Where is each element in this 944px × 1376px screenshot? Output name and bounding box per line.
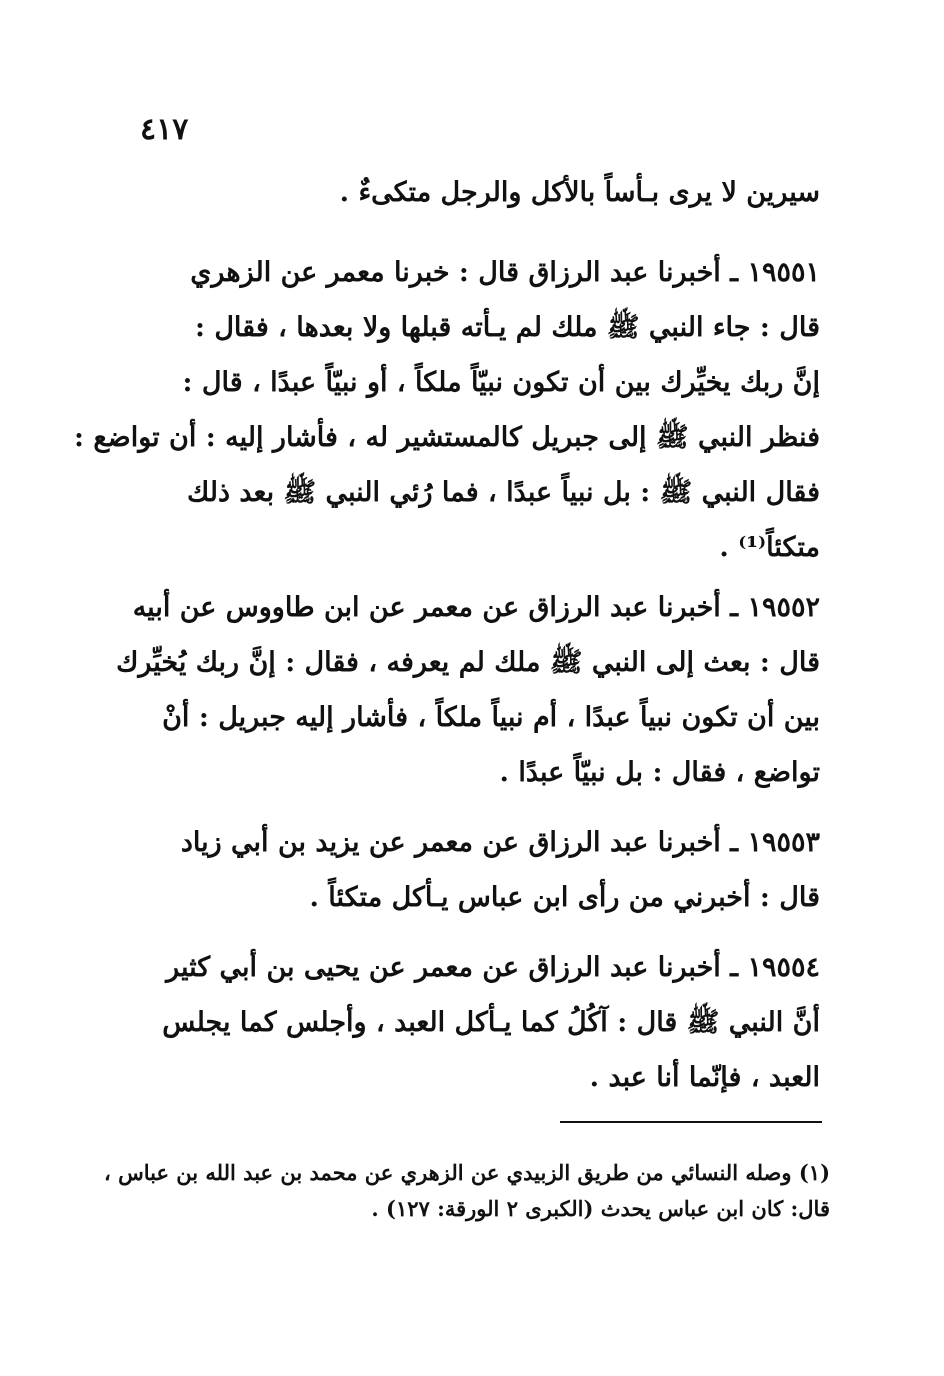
- text-line: قال : أخبرني من رأى ابن عباس يـأكل متكئاً .: [309, 882, 820, 913]
- text-line: ١٩٥٥١ ـ أخبرنا عبد الرزاق قال : خبرنا معمر عن الزهري: [190, 257, 820, 288]
- footnote-line: قال: كان ابن عباس يحدث (الكبرى ٢ الورقة: ١٢٧) .: [371, 1196, 830, 1221]
- text-line: فنظر النبي ﷺ إلى جبريل كالمستشير له ، فأشار إليه : أن تواضع :: [74, 422, 820, 453]
- text-line: تواضع ، فقال : بل نبيّاً عبدًا .: [499, 757, 820, 788]
- text-line: ١٩٥٥٤ ـ أخبرنا عبد الرزاق عن معمر عن يحيى بن أبي كثير: [166, 952, 820, 983]
- text-line: العبد ، فإنّما أنا عبد .: [589, 1062, 820, 1093]
- text-line: قال : بعث إلى النبي ﷺ ملك لم يعرفه ، فقال : إنَّ ربك يُخيِّرك: [116, 647, 820, 678]
- text-line: فقال النبي ﷺ : بل نبياً عبدًا ، فما رُئي النبي ﷺ بعد ذلك: [186, 477, 820, 508]
- hadith-entry-19551: [74, 245, 820, 575]
- hadith-entry-19553: [140, 815, 820, 925]
- intro-paragraph: [140, 165, 820, 220]
- page-number: ٤١٧: [140, 112, 189, 147]
- footnote: [103, 1155, 830, 1227]
- text-line: ١٩٥٥٣ ـ أخبرنا عبد الرزاق عن معمر عن يزيد بن أبي زياد: [180, 827, 820, 858]
- text-line: بين أن تكون نبياً عبدًا ، أم نبياً ملكاً ، فأشار إليه جبريل : أنْ: [162, 702, 820, 733]
- text-line: قال : جاء النبي ﷺ ملك لم يـأته قبلها ولا بعدها ، فقال :: [194, 312, 820, 343]
- footnote-divider: [560, 1121, 822, 1123]
- footnote-line: (١) وصله النسائي من طريق الزبيدي عن الزهري عن محمد بن عبد الله بن عباس ،: [103, 1160, 830, 1185]
- text-line: متكئاً⁽¹⁾ .: [719, 532, 820, 563]
- text-line: سيرين لا يرى بـأساً بالأكل والرجل متكىءٌ .: [339, 177, 820, 208]
- hadith-entry-19554: [140, 940, 820, 1105]
- text-line: ١٩٥٥٢ ـ أخبرنا عبد الرزاق عن معمر عن ابن طاووس عن أبيه: [132, 592, 820, 623]
- text-line: أنَّ النبي ﷺ قال : آكُلُ كما يـأكل العبد ، وأجلس كما يجلس: [162, 1007, 820, 1038]
- text-line: إنَّ ربك يخيِّرك بين أن تكون نبيّاً ملكاً ، أو نبيّاً عبدًا ، قال :: [182, 367, 820, 398]
- hadith-entry-19552: [116, 580, 820, 800]
